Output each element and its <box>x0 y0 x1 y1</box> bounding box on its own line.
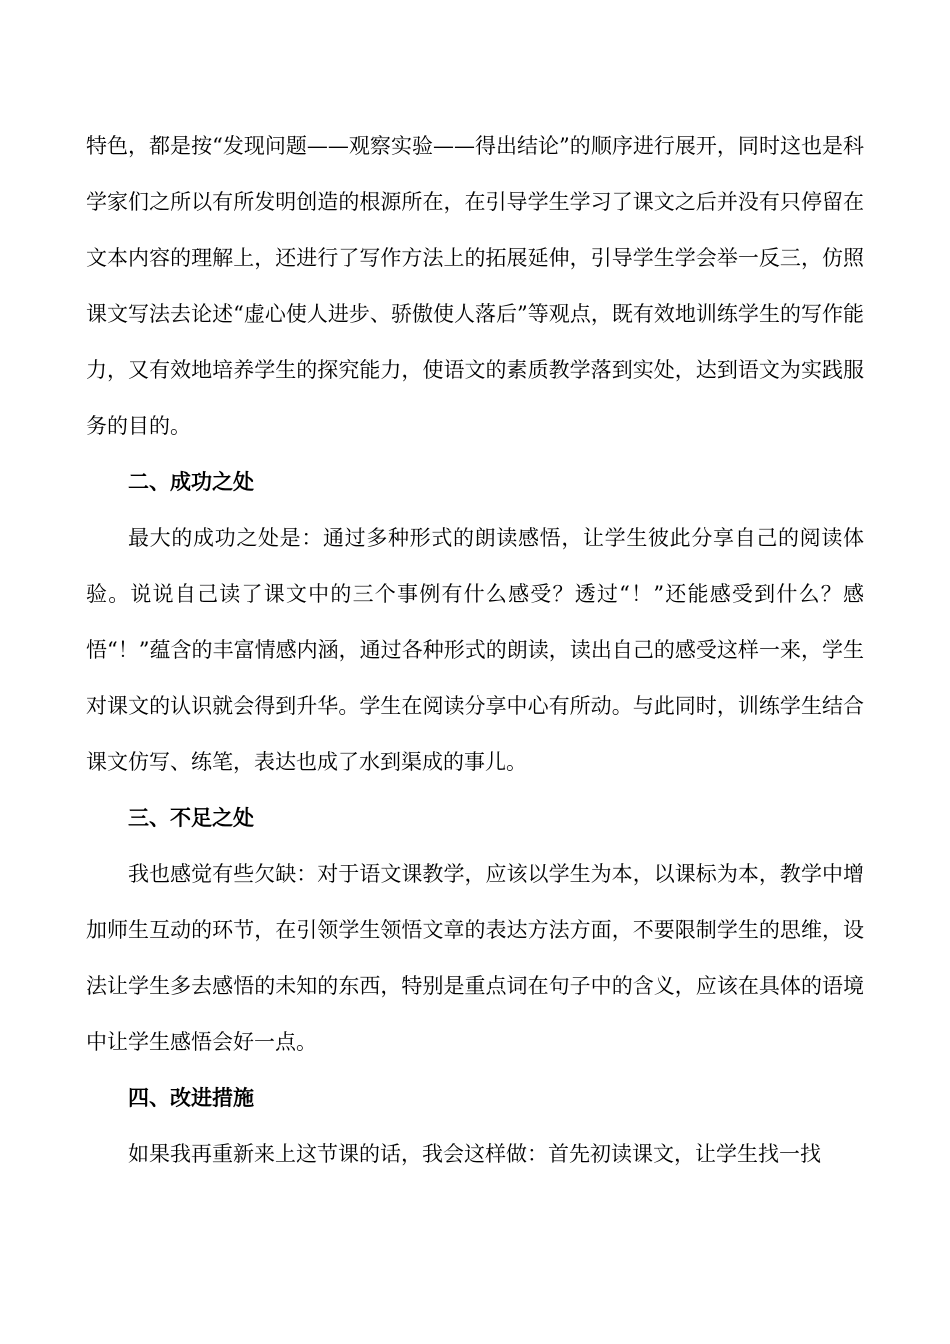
section-heading-improvements: 四、改进措施 <box>128 1086 254 1110</box>
section-heading-success: 二、成功之处 <box>128 470 254 494</box>
paragraph-success: 最大的成功之处是：通过多种形式的朗读感悟，让学生彼此分享自己的阅读体验。说说自己读了课文中的三个事例有什么感受？透过“！”还能感受到什么？感悟“！”蕴含的丰富情感内涵，通过各种形式的朗读，读出自己的感受这样一来，学生对课文的认识就会得到升华。学生在阅读分享中心有所动。与此同时，训练学生结合课文仿写、练笔，表达也成了水到渠成的事儿。 <box>86 526 864 774</box>
paragraph-improvements: 如果我再重新来上这节课的话，我会这样做：首先初读课文，让学生找一找 <box>128 1142 821 1166</box>
paragraph-continuation: 特色，都是按“发现问题——观察实验——得出结论”的顺序进行展开，同时这也是科学家们之所以有所发明创造的根源所在，在引导学生学习了课文之后并没有只停留在文本内容的理解上，还进行了写作方法上的拓展延伸，引导学生学会举一反三，仿照课文写法去论述“虚心使人进步、骄傲使人落后”等观点，既有效地训练学生的写作能力，又有效地培养学生的探究能力，使语文的素质教学落到实处，达到语文为实践服务的目的。 <box>86 134 864 438</box>
document-page <box>86 118 864 1182</box>
paragraph-shortcomings: 我也感觉有些欠缺：对于语文课教学，应该以学生为本，以课标为本，教学中增加师生互动的环节，在引领学生领悟文章的表达方法方面，不要限制学生的思维，设法让学生多去感悟的未知的东西，特别是重点词在句子中的含义，应该在具体的语境中让学生感悟会好一点。 <box>86 862 864 1054</box>
section-heading-shortcomings: 三、不足之处 <box>128 806 254 830</box>
